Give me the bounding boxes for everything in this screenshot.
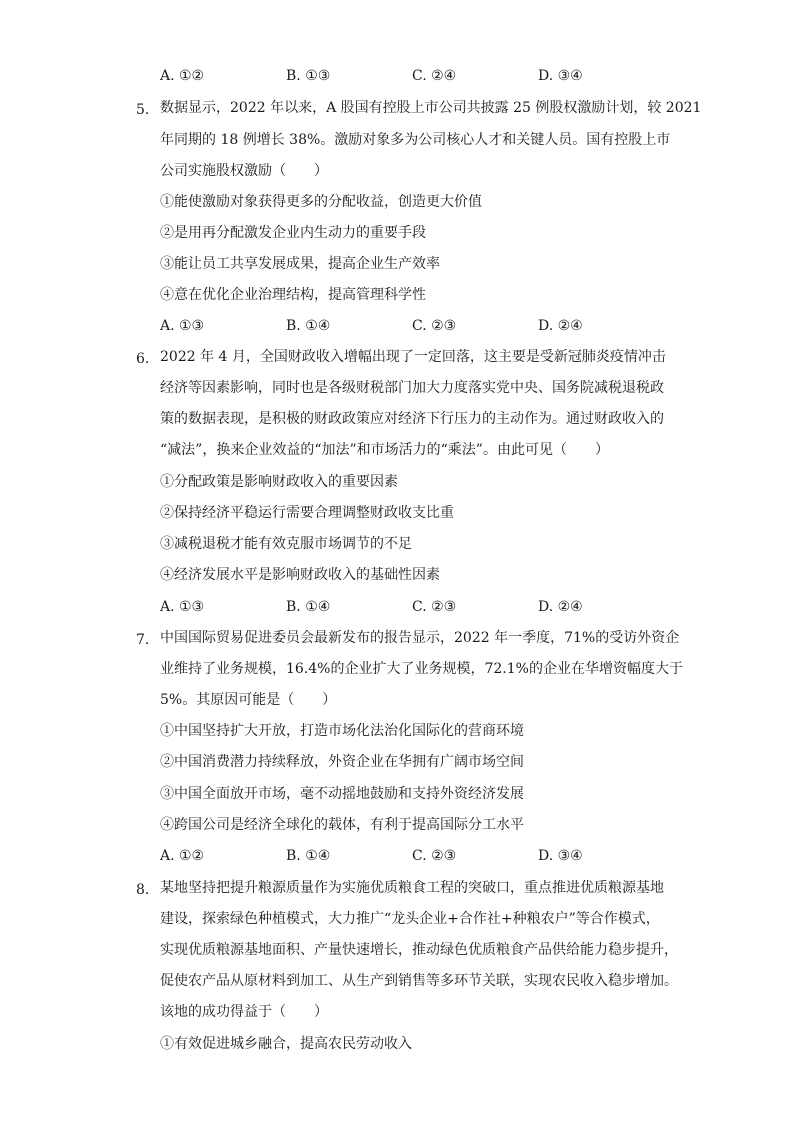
q5-item-2: ②是用再分配激发企业内生动力的重要手段	[160, 225, 426, 241]
q5-stem-line-2: 年同期的 18 例增长 38%。激励对象多为公司核心人才和关键人员。国有控股上市	[160, 132, 671, 148]
q5-option-b: B. ①④	[286, 318, 331, 334]
q5-item-3: ③能让员工共享发展成果，提高企业生产效率	[160, 256, 440, 272]
q7-option-b: B. ①④	[286, 848, 331, 864]
q7-option-c: C. ②③	[412, 848, 457, 864]
q6-stem-line-4: “减法”，换来企业效益的“加法”和市场活力的“乘法”。由此可见（ ）	[160, 442, 609, 458]
q4-option-c: C. ②④	[412, 68, 457, 84]
q7-item-2: ②中国消费潜力持续释放，外资企业在华拥有广阔市场空间	[160, 754, 524, 770]
q6-number: 6.	[136, 351, 150, 367]
q7-item-3: ③中国全面放开市场，毫不动摇地鼓励和支持外资经济发展	[160, 786, 524, 802]
q4-option-b: B. ①③	[286, 68, 331, 84]
q7-option-d: D. ③④	[538, 848, 583, 864]
q7-option-a: A. ①②	[160, 848, 205, 864]
q7-stem-line-2: 业维持了业务规模，16.4%的企业扩大了业务规模，72.1%的企业在华增资幅度大于	[160, 661, 683, 677]
q8-stem-line-2: 建设，探索绿色种植模式，大力推广“龙头企业+合作社+种粮农户”等合作模式，	[160, 911, 660, 927]
q5-stem-line-3: 公司实施股权激励（ ）	[160, 163, 328, 179]
q6-options	[160, 597, 680, 617]
q5-item-1: ①能使激励对象获得更多的分配收益，创造更大价值	[160, 194, 482, 210]
q8-stem-line-3: 实现优质粮源基地面积、产量快速增长，推动绿色优质粮食产品供给能力稳步提升，	[160, 942, 678, 958]
q4-option-a: A. ①②	[160, 68, 205, 84]
q8-stem-line-4: 促使农产品从原材料到加工、从生产到销售等多环节关联，实现农民收入稳步增加。	[160, 973, 678, 989]
q7-options	[160, 846, 680, 866]
q8-stem-line-5: 该地的成功得益于（ ）	[160, 1004, 328, 1020]
q7-stem-line-1: 中国国际贸易促进委员会最新发布的报告显示，2022 年一季度，71%的受访外资企	[160, 630, 680, 646]
q5-option-d: D. ②④	[538, 318, 583, 334]
q6-item-3: ③减税退税才能有效克服市场调节的不足	[160, 536, 412, 552]
q4-options	[160, 66, 680, 86]
q7-stem-line-3: 5%。其原因可能是（ ）	[160, 692, 337, 708]
q6-stem-line-1: 2022 年 4 月，全国财政收入增幅出现了一定回落，这主要是受新冠肺炎疫情冲击	[160, 349, 666, 365]
q6-option-d: D. ②④	[538, 599, 583, 615]
q7-item-4: ④跨国公司是经济全球化的载体，有利于提高国际分工水平	[160, 817, 524, 833]
q6-item-2: ②保持经济平稳运行需要合理调整财政收支比重	[160, 505, 454, 521]
q5-option-c: C. ②③	[412, 318, 457, 334]
q7-item-1: ①中国坚持扩大开放，打造市场化法治化国际化的营商环境	[160, 723, 524, 739]
q6-stem-line-2: 经济等因素影响，同时也是各级财税部门加大力度落实党中央、国务院减税退税政	[160, 380, 664, 396]
q5-option-a: A. ①③	[160, 318, 205, 334]
q8-item-1: ①有效促进城乡融合，提高农民劳动收入	[160, 1036, 412, 1052]
q6-option-c: C. ②③	[412, 599, 457, 615]
q6-option-a: A. ①③	[160, 599, 205, 615]
q6-item-1: ①分配政策是影响财政收入的重要因素	[160, 474, 398, 490]
q5-item-4: ④意在优化企业治理结构，提高管理科学性	[160, 287, 426, 303]
q6-option-b: B. ①④	[286, 599, 331, 615]
q5-number: 5.	[136, 102, 150, 118]
q8-stem-line-1: 某地坚持把提升粮源质量作为实施优质粮食工程的突破口，重点推进优质粮源基地	[160, 880, 664, 896]
q8-number: 8.	[136, 882, 150, 898]
q4-option-d: D. ③④	[538, 68, 583, 84]
q6-stem-line-3: 策的数据表现，是积极的财政政策应对经济下行压力的主动作为。通过财政收入的	[160, 411, 664, 427]
q5-stem-line-1: 数据显示，2022 年以来，A 股国有控股上市公司共披露 25 例股权激励计划，较 2021	[160, 100, 702, 116]
q7-number: 7.	[136, 632, 150, 648]
q6-item-4: ④经济发展水平是影响财政收入的基础性因素	[160, 567, 440, 583]
q5-options	[160, 316, 680, 336]
